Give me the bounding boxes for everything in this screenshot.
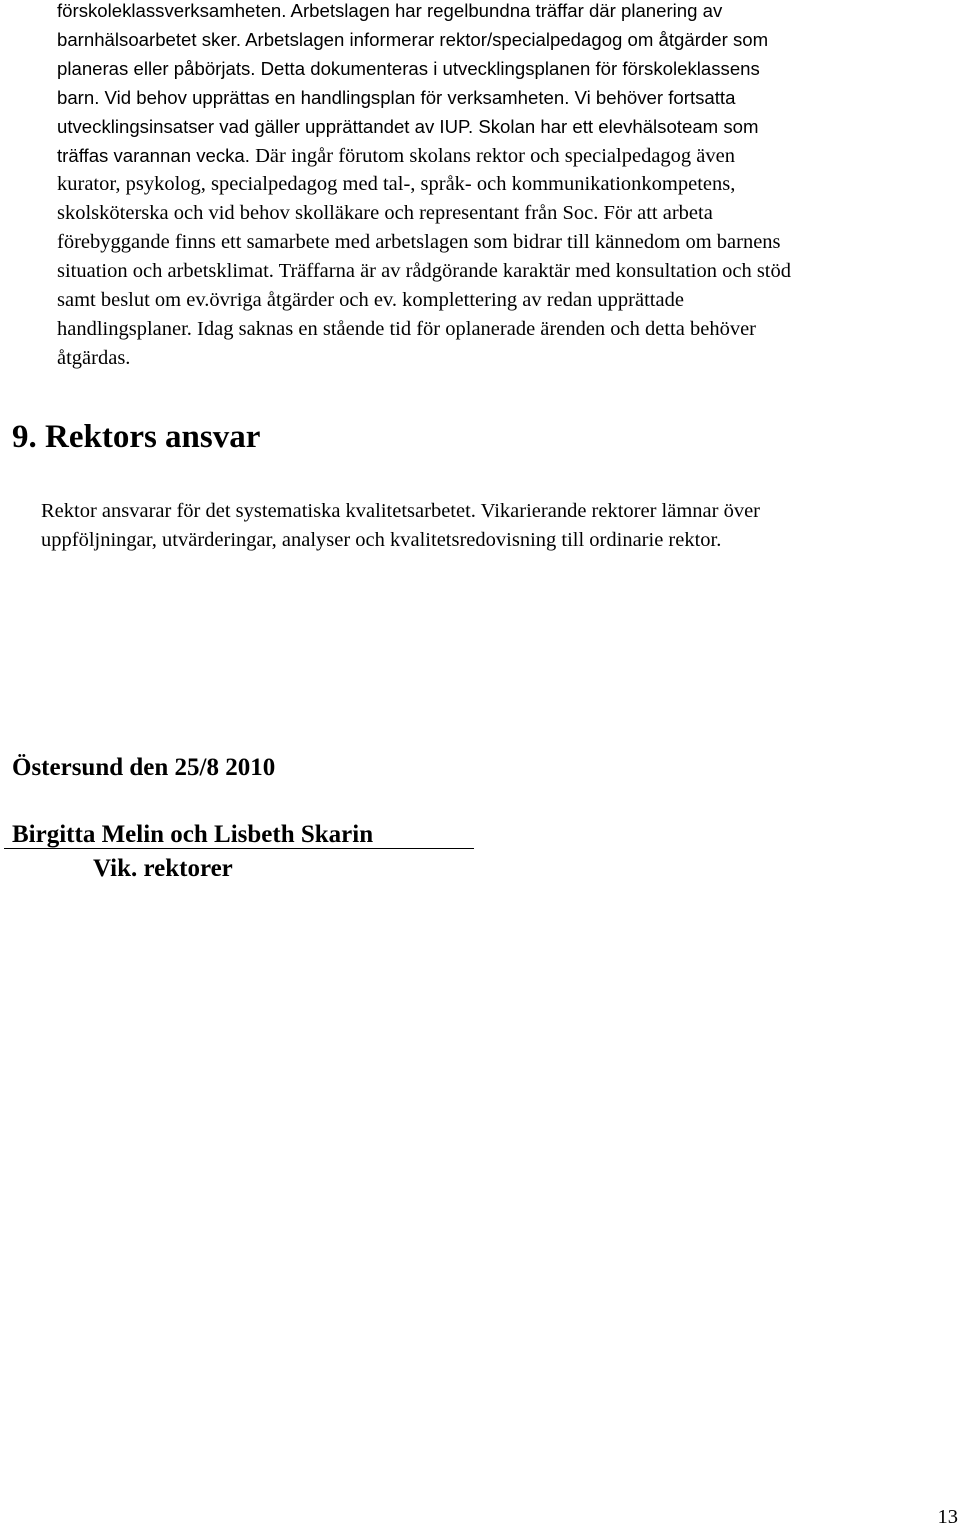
intro-line-text: situation och arbetsklimat. Träffarna är av rådgörande karaktär med konsultation och stöd bbox=[57, 260, 791, 283]
intro-line-text: kurator, psykolog, specialpedagog med tal-, språk- och kommunikationkompetens, bbox=[57, 173, 736, 196]
intro-line bbox=[57, 26, 957, 55]
intro-line-text: samt beslut om ev.övriga åtgärder och ev. komplettering av redan upprättade bbox=[57, 289, 684, 312]
intro-line bbox=[57, 113, 957, 142]
intro-line bbox=[57, 0, 957, 26]
section-heading: 9. Rektors ansvar bbox=[12, 419, 261, 455]
signature-line bbox=[4, 848, 474, 849]
intro-line-text: förskoleklassverksamheten. Arbetslagen har regelbundna träffar där planering av bbox=[57, 0, 723, 21]
page-number: 13 bbox=[937, 1506, 958, 1528]
section-paragraph bbox=[41, 497, 951, 555]
intro-line bbox=[57, 84, 957, 113]
intro-line-text: skolsköterska och vid behov skolläkare och representant från Soc. För att arbeta bbox=[57, 202, 713, 225]
intro-line-text: förebyggande finns ett samarbete med arbetslagen som bidrar till kännedom om barnens bbox=[57, 231, 781, 254]
intro-line-text: Där ingår förutom skolans rektor och specialpedagog även bbox=[255, 144, 735, 167]
intro-line-text: handlingsplaner. Idag saknas en stående tid för oplanerade ärenden och detta behöver bbox=[57, 317, 757, 340]
signature-role: Vik. rektorer bbox=[93, 855, 233, 882]
intro-line bbox=[57, 286, 957, 315]
intro-line-text: åtgärdas. bbox=[57, 346, 131, 369]
intro-line bbox=[57, 228, 957, 257]
intro-line bbox=[57, 199, 957, 228]
intro-line-text: barnhälsoarbetet sker. Arbetslagen informerar rektor/specialpedagog om åtgärder som bbox=[57, 28, 769, 50]
intro-paragraph bbox=[57, 0, 957, 373]
intro-line bbox=[57, 170, 957, 199]
intro-line bbox=[57, 315, 957, 344]
intro-line-text: utvecklingsinsatser vad gäller upprättandet av IUP. Skolan har ett elevhälsoteam som bbox=[57, 115, 759, 137]
section-paragraph-line: Rektor ansvarar för det systematiska kvalitetsarbetet. Vikarierande rektorer lämnar över bbox=[41, 500, 761, 522]
intro-line bbox=[57, 55, 957, 84]
intro-line-text: planeras eller påbörjats. Detta dokumenteras i utvecklingsplanen för förskoleklassens bbox=[57, 57, 760, 79]
place-date: Östersund den 25/8 2010 bbox=[12, 754, 276, 781]
intro-line-text: träffas varannan vecka. bbox=[57, 144, 256, 166]
section-paragraph-line: uppföljningar, utvärderingar, analyser och kvalitetsredovisning till ordinarie rektor. bbox=[41, 529, 722, 551]
intro-line bbox=[57, 257, 957, 286]
intro-line bbox=[57, 142, 957, 171]
intro-line-text: barn. Vid behov upprättas en handlingsplan för verksamheten. Vi behöver fortsatta bbox=[57, 86, 736, 108]
signature-names: Birgitta Melin och Lisbeth Skarin bbox=[12, 821, 374, 848]
intro-line bbox=[57, 344, 957, 373]
